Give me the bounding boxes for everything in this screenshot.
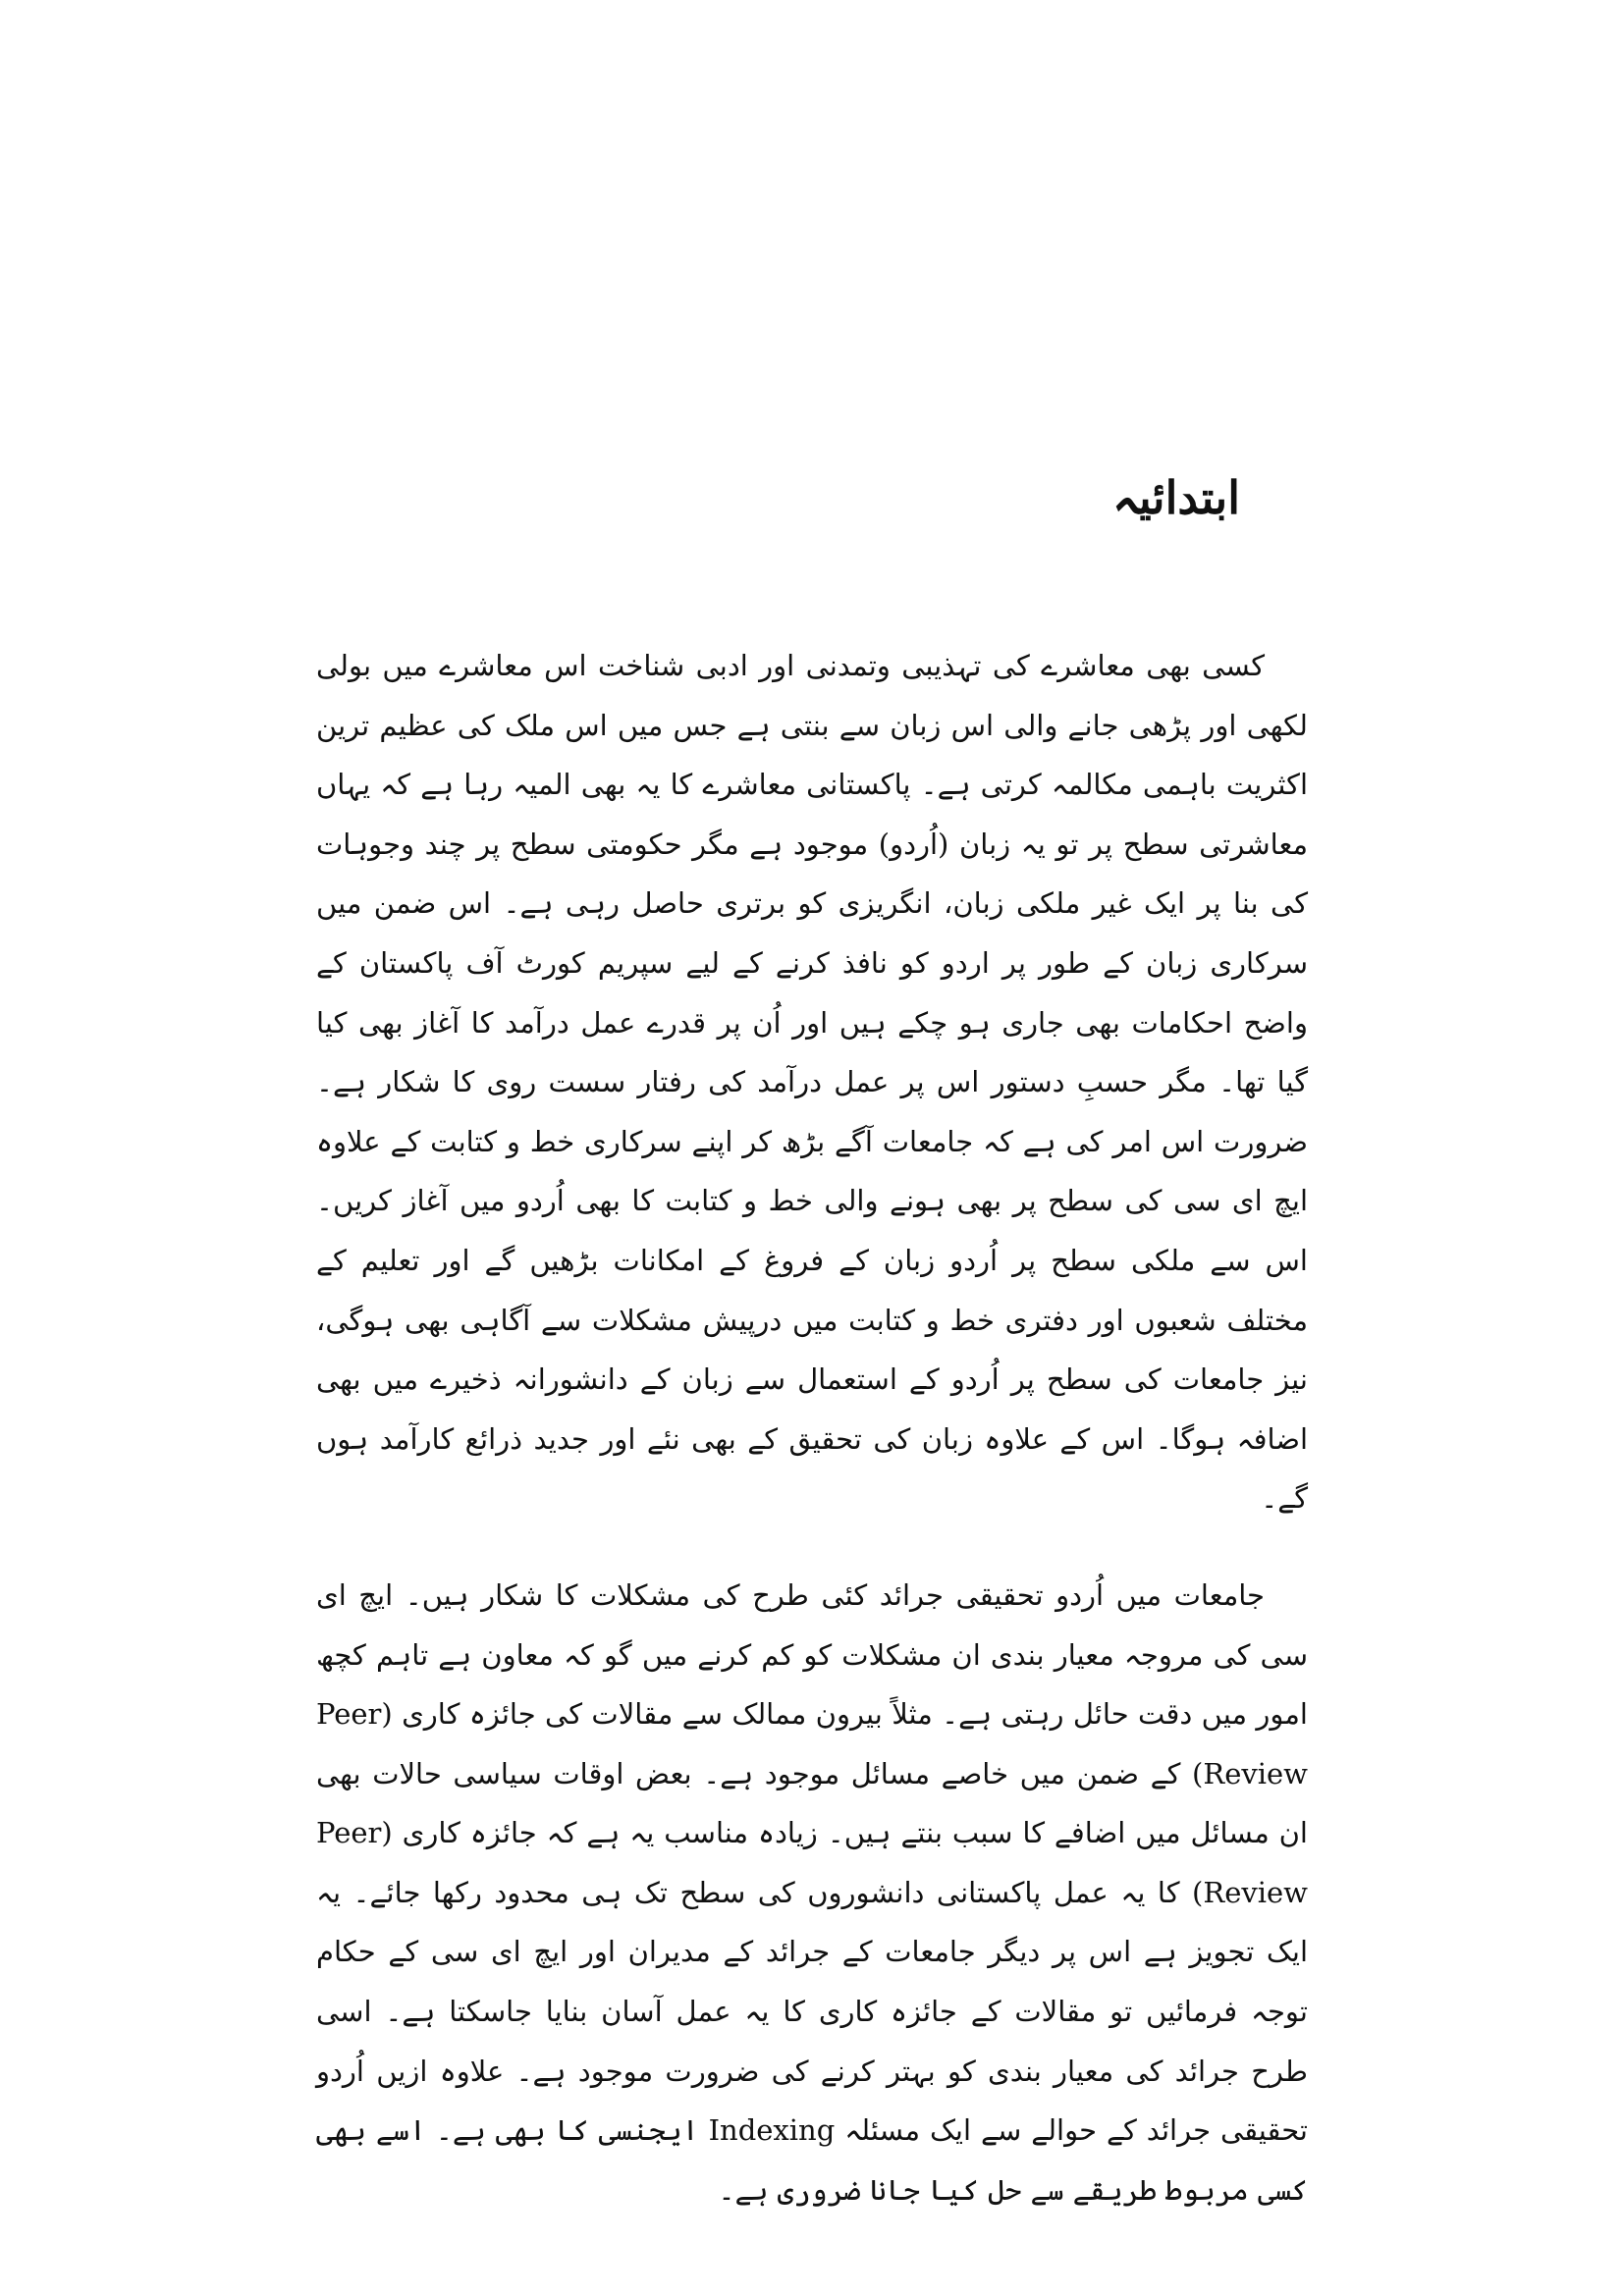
paragraph-2: جامعات میں اُردو تحقیقی جرائد کئی طرح کی مشکلات کا شکار ہیں۔ ایچ ای سی کی مروجہ معیار بندی ان مشکلات کو کم کرنے میں گو کہ معاون ہے تاہم کچھ امور میں دقت حائل رہتی ہے۔ مثلاً بیرون ممالک سے مقالات کی جائزہ کاری (Peer Review) کے ضمن میں خاصے مسائل موجود ہے۔ بعض اوقات سیاسی حالات بھی ان مسائل میں اضافے کا سبب بنتے ہیں۔ زیادہ مناسب یہ ہے کہ جائزہ کاری (Peer Review) کا یہ عمل پاکستانی دانشوروں کی سطح تک ہی محدود رکھا جائے۔ یہ ایک تجویز ہے اس پر دیگر جامعات کے جرائد کے مدیران اور ایچ ای سی کے حکام توجہ فرمائیں تو مقالات کے جائزہ کاری کا یہ عمل آسان بنایا جاسکتا ہے۔ اسی طرح جرائد کی معیار بندی کو بہتر کرنے کی ضرورت موجود ہے۔ علاوہ ازیں اُردو تحقیقی جرائد کے حوالے سے ایک مسئلہ Indexing ایجنسی کا بھی ہے۔ اسے بھی کسی مربوط طریقے سے حل کیا جانا ضروری ہے۔ <box>316 1577 1309 2207</box>
paragraph-1: کسی بھی معاشرے کی تہذیبی وتمدنی اور ادبی شناخت اس معاشرے میں بولی لکھی اور پڑھی جانے والی اس زبان سے بنتی ہے جس میں اس ملک کی عظیم ترین اکثریت باہمی مکالمہ کرتی ہے۔ پاکستانی معاشرے کا یہ بھی المیہ رہا ہے کہ یہاں معاشرتی سطح پر تو یہ زبان (اُردو) موجود ہے مگر حکومتی سطح پر چند وجوہات کی بنا پر ایک غیر ملکی زبان، انگریزی کو برتری حاصل رہی ہے۔ اس ضمن میں سرکاری زبان کے طور پر اردو کو نافذ کرنے کے لیے سپریم کورٹ آف پاکستان کے واضح احکامات بھی جاری ہو چکے ہیں اور اُن پر قدرے عمل درآمد کا آغاز بھی کیا گیا تھا۔ مگر حسبِ دستور اس پر عمل درآمد کی رفتار سست روی کا شکار ہے۔ ضرورت اس امر کی ہے کہ جامعات آگے بڑھ کر اپنے سرکاری خط و کتابت کے علاوہ ایچ ای سی کی سطح پر بھی ہونے والی خط و کتابت کا بھی اُردو میں آغاز کریں۔ اس سے ملکی سطح پر اُردو زبان کے فروغ کے امکانات بڑھیں گے اور تعلیم کے مختلف شعبوں اور دفتری خط و کتابت میں درپیش مشکلات سے آگاہی بھی ہوگی، نیز جامعات کی سطح پر اُردو کے استعمال سے زبان کے دانشورانہ ذخیرے میں بھی اضافہ ہوگا۔ اس کے علاوہ زبان کی تحقیق کے بھی نئے اور جدید ذرائع کارآمد ہوں گے۔ <box>316 649 1308 1516</box>
page-title: ابتدائیہ <box>1111 471 1240 524</box>
body-text <box>316 636 1308 2219</box>
